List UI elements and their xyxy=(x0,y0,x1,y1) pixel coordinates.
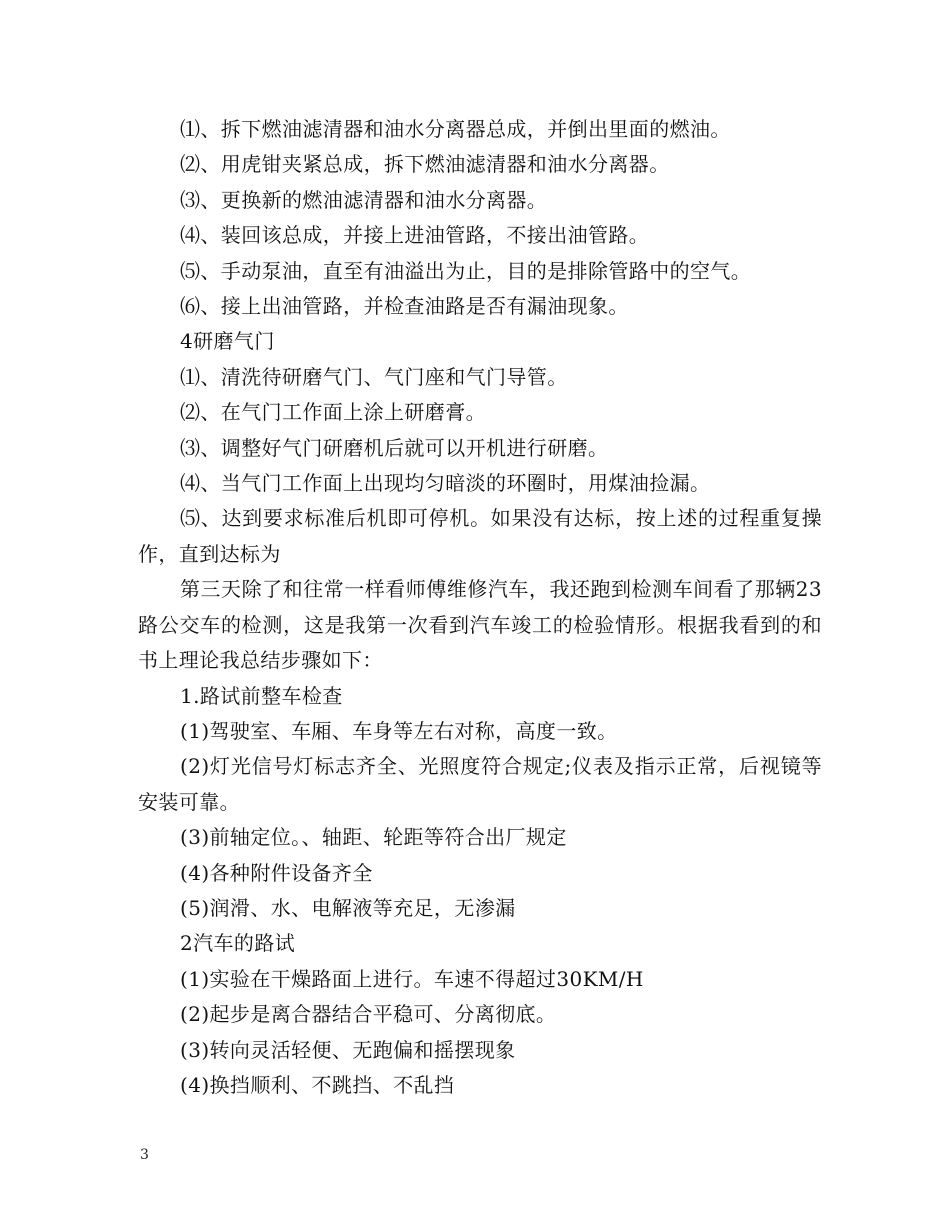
paragraph: (4)各种附件设备齐全 xyxy=(180,860,373,885)
paragraph: ⑷、装回该总成，并接上进油管路，不接出油管路。 xyxy=(180,223,650,248)
page-number: 3 xyxy=(140,1147,149,1163)
paragraph: (3)前轴定位。、轴距、轮距等符合出厂规定 xyxy=(180,825,567,850)
paragraph: ⑶、调整好气门研磨机后就可以开机进行研磨。 xyxy=(180,435,609,460)
document-body xyxy=(138,112,822,1103)
paragraph: (2)起步是离合器结合平稳可、分离彻底。 xyxy=(180,1002,557,1027)
paragraph: ⑶、更换新的燃油滤清器和油水分离器。 xyxy=(180,187,548,212)
paragraph: (1)驾驶室、车厢、车身等左右对称，高度一致。 xyxy=(180,718,618,743)
paragraph: ⑴、拆下燃油滤清器和油水分离器总成，并倒出里面的燃油。 xyxy=(180,117,731,141)
paragraph: ⑴、清洗待研磨气门、气门座和气门导管。 xyxy=(180,364,568,389)
paragraph: 第三天除了和往常一样看师傅维修汽车，我还跑到检测车间看了那辆23路公交车的检测，这是我第一次看到汽车竣工的检验情形。根据我看到的和书上理论我总结步骤如下： xyxy=(138,577,822,673)
paragraph: ⑸、达到要求标准后机即可停机。如果没有达标，按上述的过程重复操作，直到达标为 xyxy=(138,506,822,566)
section-heading: 1.路试前整车检查 xyxy=(180,683,343,708)
paragraph: (2)灯光信号灯标志齐全、光照度符合规定;仪表及指示正常，后视镜等安装可靠。 xyxy=(138,754,822,814)
paragraph: ⑷、当气门工作面上出现均匀暗淡的环圈时，用煤油捡漏。 xyxy=(180,471,711,496)
paragraph: (1)实验在干燥路面上进行。车速不得超过30KM/H xyxy=(180,966,644,991)
paragraph: ⑵、在气门工作面上涂上研磨膏。 xyxy=(180,400,486,425)
paragraph: ⑵、用虎钳夹紧总成，拆下燃油滤清器和油水分离器。 xyxy=(180,152,670,177)
paragraph: (5)润滑、水、电解液等充足，无渗漏 xyxy=(180,895,516,920)
paragraph: ⑸、手动泵油，直至有油溢出为止，目的是排除管路中的空气。 xyxy=(180,258,752,283)
paragraph: (3)转向灵活轻便、无跑偏和摇摆现象 xyxy=(180,1037,516,1062)
section-heading: 4研磨气门 xyxy=(180,329,275,354)
section-heading: 2汽车的路试 xyxy=(180,931,296,956)
paragraph: ⑹、接上出油管路，并检查油路是否有漏油现象。 xyxy=(180,294,629,319)
paragraph: (4)换挡顺利、不跳挡、不乱挡 xyxy=(180,1072,455,1097)
